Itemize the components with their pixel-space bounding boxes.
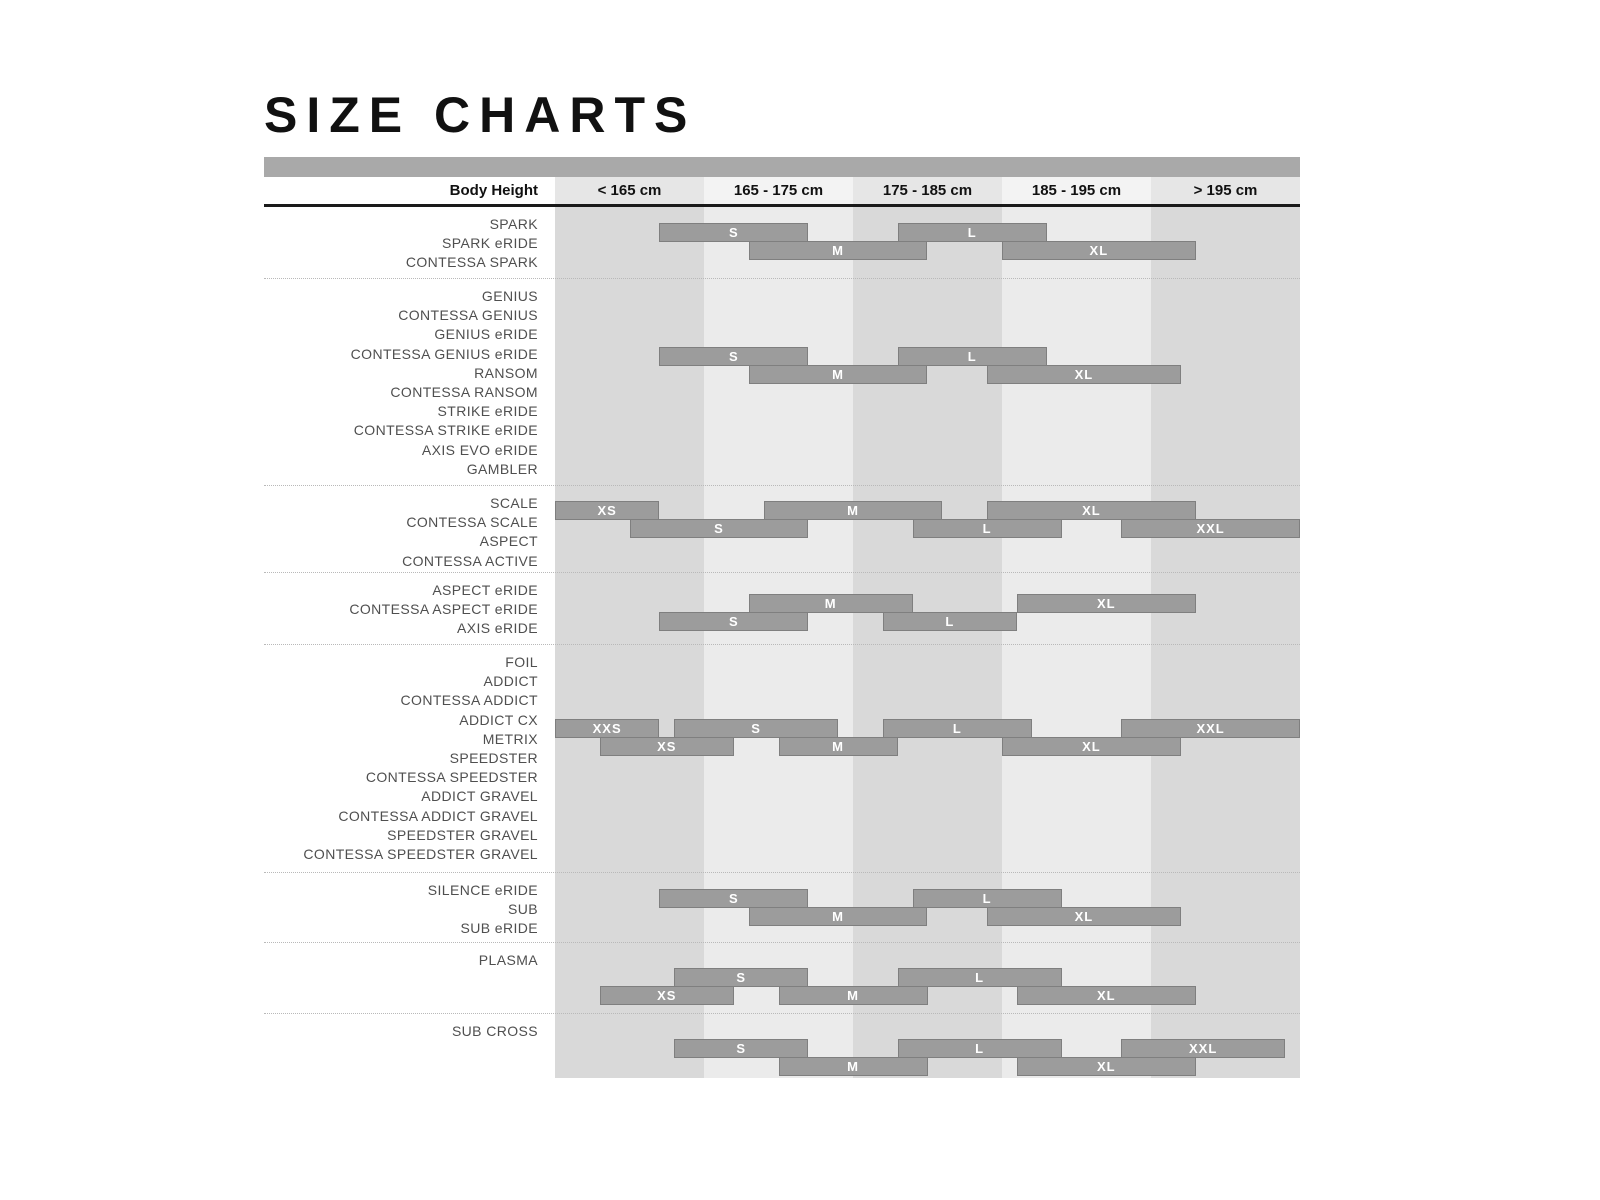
size-label: L xyxy=(967,225,977,240)
size-label: M xyxy=(832,739,845,754)
column-headers xyxy=(555,177,1300,204)
model-name-list xyxy=(264,873,555,939)
model-name: ASPECT eRIDE xyxy=(432,582,538,598)
size-range-bar xyxy=(659,347,808,366)
size-label: S xyxy=(728,349,739,364)
model-name: RANSOM xyxy=(474,364,538,381)
size-label: XL xyxy=(1074,367,1094,382)
body-height-header: Body Height xyxy=(449,182,538,199)
size-label: XXL xyxy=(1188,1041,1218,1056)
model-name-list xyxy=(264,645,555,864)
size-range-bar xyxy=(749,241,928,260)
model-group xyxy=(264,1013,1300,1078)
size-label: S xyxy=(714,521,724,536)
size-range-bar xyxy=(1017,594,1196,613)
model-name-list xyxy=(264,207,555,273)
model-group xyxy=(264,207,1300,278)
size-range-bar xyxy=(1121,719,1300,738)
size-range-bar xyxy=(674,719,838,738)
model-group xyxy=(264,485,1300,572)
model-name-list xyxy=(264,486,555,571)
model-name: METRIX xyxy=(482,730,538,747)
size-label: XS xyxy=(657,739,677,754)
size-label: XL xyxy=(1089,243,1109,258)
model-name: CONTESSA SCALE xyxy=(406,514,538,531)
size-range-bar xyxy=(555,501,659,520)
size-label: S xyxy=(728,614,739,629)
model-name: CONTESSA RANSOM xyxy=(390,384,538,401)
size-range-bar xyxy=(555,719,659,738)
size-range-bar xyxy=(898,223,1047,242)
size-label: S xyxy=(728,225,739,240)
model-name: CONTESSA SPARK xyxy=(405,254,538,271)
model-name: SPARK eRIDE xyxy=(442,235,538,252)
size-label: XL xyxy=(1082,739,1101,754)
model-name-list xyxy=(264,573,555,639)
page-title: SIZE CHARTS xyxy=(264,87,697,143)
column-header: 165 - 175 cm xyxy=(704,177,853,204)
size-label: L xyxy=(967,349,977,364)
model-name: SPARK xyxy=(489,216,538,232)
model-name: CONTESSA ADDICT xyxy=(400,692,538,709)
model-name: STRIKE eRIDE xyxy=(437,403,538,420)
size-label: XL xyxy=(1082,503,1101,518)
model-name: SILENCE eRIDE xyxy=(427,882,538,898)
size-range-bar xyxy=(659,889,808,908)
size-range-bar xyxy=(779,1057,928,1076)
model-name: ADDICT GRAVEL xyxy=(421,788,538,805)
model-name: SCALE xyxy=(490,495,538,511)
model-name: FOIL xyxy=(505,654,538,670)
size-range-bar xyxy=(987,907,1181,926)
size-label: M xyxy=(832,909,844,924)
model-name: CONTESSA GENIUS eRIDE xyxy=(350,345,538,362)
model-name-list xyxy=(264,1014,555,1041)
size-label: M xyxy=(832,367,844,382)
column-header: > 195 cm xyxy=(1151,177,1300,204)
size-range-bar xyxy=(898,968,1062,987)
model-name: ADDICT xyxy=(483,673,538,690)
model-name: SUB CROSS xyxy=(451,1023,538,1039)
size-range-bar xyxy=(779,986,928,1005)
size-range-bar xyxy=(749,365,928,384)
model-name: ASPECT xyxy=(479,533,538,550)
size-range-bar xyxy=(883,719,1032,738)
size-range-bar xyxy=(898,347,1047,366)
column-header: < 165 cm xyxy=(555,177,704,204)
size-range-bar xyxy=(883,612,1017,631)
size-range-bar xyxy=(779,737,898,756)
model-name: GAMBLER xyxy=(466,460,538,477)
size-label: L xyxy=(952,721,962,736)
size-label: XXL xyxy=(1196,521,1225,536)
model-name-list xyxy=(264,279,555,479)
size-range-bar xyxy=(1017,1057,1196,1076)
size-label: XS xyxy=(597,503,617,518)
size-label: L xyxy=(975,970,985,985)
model-name: AXIS EVO eRIDE xyxy=(421,441,538,458)
size-range-bar xyxy=(674,968,808,987)
size-range-bar xyxy=(600,737,734,756)
model-name: CONTESSA ACTIVE xyxy=(402,552,538,569)
model-group xyxy=(264,644,1300,872)
model-name: SPEEDSTER xyxy=(449,750,538,767)
size-label: M xyxy=(832,243,844,258)
size-range-bar xyxy=(674,1039,808,1058)
model-name: PLASMA xyxy=(478,952,538,968)
size-range-bar xyxy=(1017,986,1196,1005)
chart-body xyxy=(264,207,1300,1078)
size-range-bar xyxy=(764,501,943,520)
size-chart-table xyxy=(264,157,1300,1078)
size-range-bar xyxy=(1121,519,1300,538)
model-name-list xyxy=(264,943,555,970)
size-range-bar xyxy=(987,365,1181,384)
model-name: SUB eRIDE xyxy=(460,920,538,937)
table-top-band xyxy=(264,157,1300,177)
size-label: M xyxy=(847,1059,859,1074)
size-label: S xyxy=(736,1041,747,1056)
size-range-bar xyxy=(1002,241,1196,260)
model-group xyxy=(264,872,1300,942)
size-label: XL xyxy=(1096,988,1116,1003)
size-label: XL xyxy=(1074,909,1094,924)
size-label: XXS xyxy=(592,721,622,736)
model-name: CONTESSA ASPECT eRIDE xyxy=(349,601,538,618)
size-label: S xyxy=(736,970,747,985)
table-header-row xyxy=(264,177,1300,204)
size-range-bar xyxy=(659,612,808,631)
size-label: XS xyxy=(657,988,677,1003)
model-name: CONTESSA STRIKE eRIDE xyxy=(353,422,538,439)
size-label: M xyxy=(824,596,837,611)
model-group xyxy=(264,572,1300,644)
size-label: L xyxy=(982,521,992,536)
size-label: L xyxy=(975,1041,985,1056)
model-group xyxy=(264,942,1300,1013)
size-range-bar xyxy=(630,519,809,538)
size-label: M xyxy=(847,503,859,518)
size-label: XXL xyxy=(1196,721,1225,736)
size-range-bar xyxy=(749,907,928,926)
model-name: CONTESSA ADDICT GRAVEL xyxy=(338,807,538,824)
size-label: L xyxy=(945,614,955,629)
size-range-bar xyxy=(600,986,734,1005)
size-label: XL xyxy=(1096,1059,1116,1074)
size-label: M xyxy=(847,988,859,1003)
size-range-bar xyxy=(1121,1039,1285,1058)
column-header: 185 - 195 cm xyxy=(1002,177,1151,204)
model-group xyxy=(264,278,1300,485)
size-range-bar xyxy=(659,223,808,242)
model-name: CONTESSA SPEEDSTER GRAVEL xyxy=(303,846,538,863)
size-range-bar xyxy=(749,594,913,613)
model-name: AXIS eRIDE xyxy=(456,620,538,637)
size-range-bar xyxy=(898,1039,1062,1058)
column-header: 175 - 185 cm xyxy=(853,177,1002,204)
model-name: GENIUS eRIDE xyxy=(434,326,538,343)
model-name: SUB xyxy=(508,901,538,918)
size-label: S xyxy=(751,721,761,736)
size-label: S xyxy=(728,891,739,906)
size-range-bar xyxy=(987,501,1196,520)
size-label: XL xyxy=(1096,596,1116,611)
size-range-bar xyxy=(913,889,1062,908)
size-range-bar xyxy=(913,519,1062,538)
model-name: ADDICT CX xyxy=(459,711,538,728)
size-label: L xyxy=(982,891,992,906)
model-name: GENIUS xyxy=(481,288,538,304)
size-range-bar xyxy=(1002,737,1181,756)
model-name: CONTESSA GENIUS xyxy=(398,307,538,324)
model-name: SPEEDSTER GRAVEL xyxy=(387,826,538,843)
model-name: CONTESSA SPEEDSTER xyxy=(365,769,538,786)
